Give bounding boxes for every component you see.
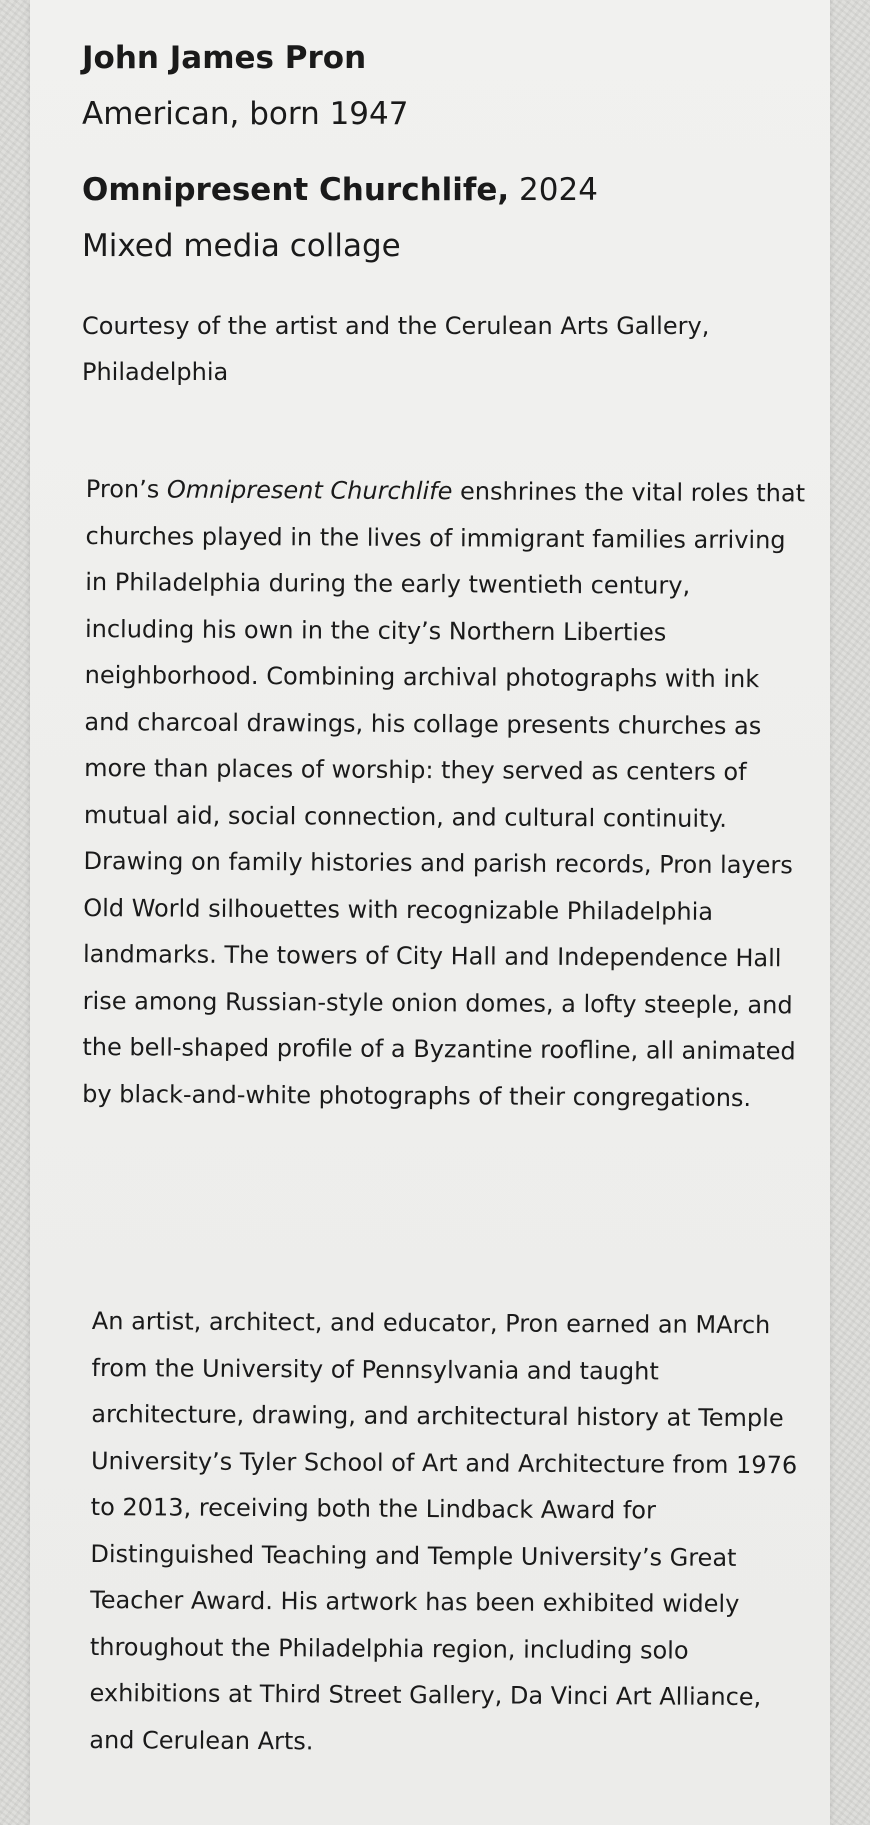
museum-wall-label — [30, 0, 830, 1825]
artwork-description — [82, 466, 806, 1121]
artist-biography: An artist, architect, and educator, Pron earned an MArch from the University of Pennsylvania and taught architecture, drawing, and architectural history at Temple University’s Tyler School of Art and Architecture from 1976 to 2013, receiving both the Lindback Award for Distinguished Teaching and Temple University’s Great Teacher Award. His artwork has been exhibited widely throughout the Philadelphia region, including solo exhibitions at Third Street Gallery, Da Vinci Art Alliance, and Cerulean Arts. — [89, 1306, 798, 1755]
description-lead: Pron’s — [85, 474, 167, 504]
artist-nationality: American, born 1947 — [82, 96, 409, 132]
artwork-medium: Mixed media collage — [82, 228, 401, 264]
artwork-year: 2024 — [509, 172, 598, 208]
artwork-title-line — [82, 172, 598, 209]
description-title-italic: Omnipresent Churchlife — [166, 475, 453, 506]
description-body: enshrines the vital roles that churches played in the lives of immigrant families arriving in Philadelphia during the early twentieth century, including his own in the city’s Northern Liberties neighborhood. Combining archival photographs with ink and charcoal drawings, his collage presents churches as more than places of worship: they served as centers of mutual aid, social connection, and cultural continuity. Drawing on family histories and parish records, Pron layers Old World silhouettes with recognizable Philadelphia landmarks. The towers of City Hall and Independence Hall rise among Russian-style onion domes, a lofty steeple, and the bell-shaped profile of a Byzantine roofline, all animated by black-and-white photographs of their congregations. — [82, 477, 806, 1112]
credit-line: Courtesy of the artist and the Cerulean Arts Gallery, Philadelphia — [82, 312, 710, 386]
artwork-title: Omnipresent Churchlife, — [82, 172, 510, 208]
artist-name: John James Pron — [82, 40, 367, 76]
